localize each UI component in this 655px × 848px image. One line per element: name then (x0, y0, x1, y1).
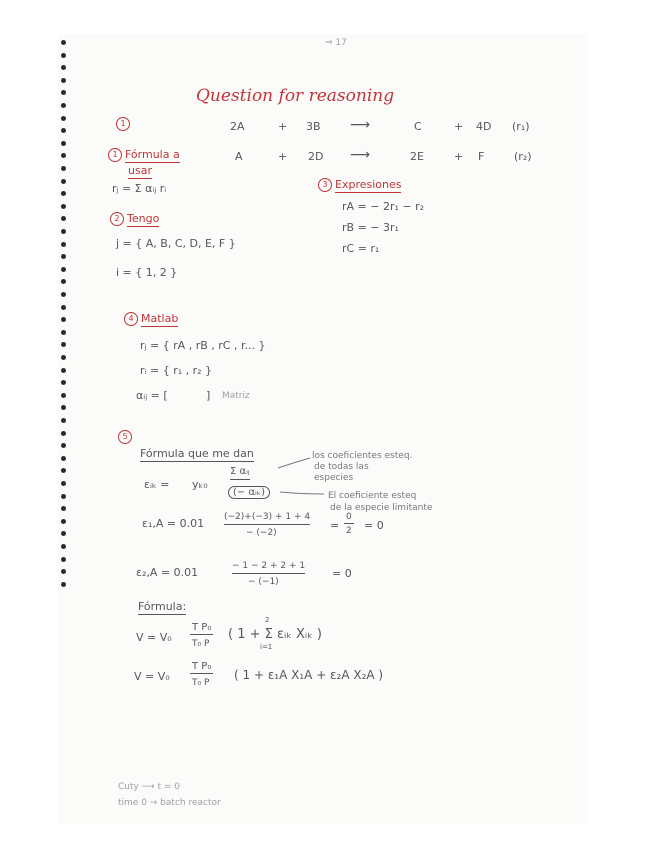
volume-2-denominator: T₀ P (192, 678, 210, 688)
annotation-all-coefficients-3: especies (314, 473, 354, 483)
volume-1-denominator: T₀ P (192, 639, 210, 649)
binding-hole (61, 456, 66, 461)
binding-hole (61, 78, 66, 83)
reaction-2-reactant-a: A (235, 150, 243, 163)
matrix-note: Matriz (222, 391, 250, 401)
binding-hole (61, 330, 66, 335)
epsilon-y-term: yₖ₀ (192, 478, 208, 491)
expression-rB: rB = − 3r₁ (342, 221, 399, 234)
volume-2-body: ( 1 + ε₁A X₁A + ε₂A X₂A ) (234, 668, 384, 682)
annotation-all-coefficients: los coeficientes esteq. (312, 451, 413, 461)
reaction-1-rate: (r₁) (512, 120, 530, 133)
reaction-2-reactant-d: 2D (308, 150, 324, 163)
expresiones-heading: 3 Expresiones (318, 178, 401, 192)
reaction-1-reactant-a: 2A (230, 120, 245, 133)
volume-1-sum-lower: i=1 (260, 643, 273, 651)
binding-hole (61, 544, 66, 549)
epsilon-1-lhs: ε₁,A = 0.01 (142, 517, 205, 530)
footer-note-2: time 0 → batch reactor (118, 798, 221, 808)
binding-hole (61, 342, 66, 347)
reaction-1-product-c: C (414, 120, 422, 133)
binding-hole (61, 40, 66, 45)
binding-hole (61, 305, 66, 310)
binding-hole (61, 569, 66, 574)
reaction-2-plus-2: + (454, 150, 464, 163)
binding-hole (61, 166, 66, 171)
formula-to-use-equation: rⱼ = Σ αᵢⱼ rᵢ (112, 182, 167, 195)
reaction-1-plus: + (278, 120, 288, 133)
epsilon-1-numerator: (−2)+(−3) + 1 + 4 (224, 512, 310, 525)
volume-1-numerator: T P₀ (192, 622, 212, 633)
binding-hole (61, 216, 66, 221)
binding-hole (61, 141, 66, 146)
annotation-limiting-coefficient-2: de la especie limitante (330, 503, 433, 513)
epsilon-numerator: Σ αᵢⱼ (230, 466, 250, 480)
binding-hole (61, 204, 66, 209)
volume-2-numerator: T P₀ (192, 661, 212, 672)
binding-hole (61, 418, 66, 423)
reaction-2-rate: (r₂) (514, 150, 532, 163)
volume-1-sum-upper: 2 (265, 616, 270, 624)
epsilon-lhs: εᵢₖ = (144, 478, 170, 491)
spiral-binding (58, 40, 70, 600)
expression-rA: rA = − 2r₁ − r₂ (342, 200, 425, 213)
formula-given-heading: Fórmula que me dan (140, 447, 254, 460)
annotation-all-coefficients-2: de todas las (314, 462, 369, 472)
volume-1-body: ( 1 + Σ εᵢₖ Xᵢₖ ) (228, 627, 322, 642)
tengo-i-set: i = { 1, 2 } (116, 266, 178, 279)
binding-hole (61, 292, 66, 297)
binding-hole (61, 355, 66, 360)
reaction-1-reactant-b: 3B (306, 120, 321, 133)
volume-2-lhs: V = V₀ (134, 670, 170, 683)
reaction-2-product-f: F (478, 150, 485, 163)
binding-hole (61, 229, 66, 234)
reaction-1-plus-2: + (454, 120, 464, 133)
section-1-marker: 1 (116, 117, 133, 131)
binding-hole (61, 128, 66, 133)
reaction-2-product-e: 2E (410, 150, 424, 163)
page-title: Question for reasoning (196, 86, 395, 106)
binding-hole (61, 53, 66, 58)
matlab-rj-vector: rⱼ = { rA , rB , rC , r... } (140, 339, 266, 352)
binding-hole (61, 65, 66, 70)
binding-hole (61, 393, 66, 398)
volume-1-lhs: V = V₀ (136, 631, 172, 644)
binding-hole (61, 116, 66, 121)
epsilon-1-result: = 0 (364, 519, 384, 532)
epsilon-1-equals: = (330, 519, 340, 532)
formula-to-use-heading-2: usar (128, 164, 152, 177)
binding-hole (61, 481, 66, 486)
reaction-2-arrow: ⟶ (350, 147, 371, 163)
formula-to-use-heading: 1 Fórmula a (108, 148, 180, 162)
binding-hole (61, 494, 66, 499)
epsilon-1-denominator: − (−2) (246, 528, 277, 538)
binding-hole (61, 153, 66, 158)
reaction-2-plus: + (278, 150, 288, 163)
binding-hole (61, 519, 66, 524)
binding-hole (61, 506, 66, 511)
epsilon-2-lhs: ε₂,A = 0.01 (136, 566, 199, 579)
binding-hole (61, 380, 66, 385)
footer-note-1: Cuty ⟶ t = 0 (118, 782, 180, 792)
matlab-alpha-matrix-close: ] (206, 389, 211, 402)
binding-hole (61, 242, 66, 247)
binding-hole (61, 468, 66, 473)
epsilon-2-result: = 0 (332, 567, 352, 580)
page-reference: ⇒ 17 (325, 38, 347, 48)
annotation-limiting-coefficient: El coeficiente esteq (328, 491, 417, 501)
reaction-1-arrow: ⟶ (350, 117, 371, 133)
binding-hole (61, 90, 66, 95)
binding-hole (61, 279, 66, 284)
matlab-alpha-matrix: αᵢⱼ = [ (136, 389, 168, 402)
tengo-heading: 2 Tengo (110, 212, 159, 226)
epsilon-2-denominator: − (−1) (248, 577, 279, 587)
binding-hole (61, 405, 66, 410)
binding-hole (61, 267, 66, 272)
epsilon-1-frac-num: 0 (346, 512, 352, 522)
binding-hole (61, 443, 66, 448)
reaction-1-product-d: 4D (476, 120, 492, 133)
formula-label: Fórmula: (138, 600, 187, 613)
binding-hole (61, 431, 66, 436)
expression-rC: rC = r₁ (342, 242, 380, 255)
binding-hole (61, 191, 66, 196)
binding-hole (61, 254, 66, 259)
binding-hole (61, 531, 66, 536)
epsilon-1-frac-den: 2 (346, 526, 352, 536)
binding-hole (61, 582, 66, 587)
matlab-ri-vector: rᵢ = { r₁ , r₂ } (140, 364, 213, 377)
binding-hole (61, 317, 66, 322)
epsilon-2-numerator: − 1 − 2 + 2 + 1 (232, 561, 305, 574)
section-5-marker: 5 (118, 430, 135, 444)
binding-hole (61, 557, 66, 562)
binding-hole (61, 368, 66, 373)
tengo-j-set: j = { A, B, C, D, E, F } (116, 237, 236, 250)
matlab-heading: 4 Matlab (124, 312, 178, 326)
binding-hole (61, 179, 66, 184)
epsilon-denominator: (− αᵢₖ) (228, 486, 270, 499)
binding-hole (61, 103, 66, 108)
